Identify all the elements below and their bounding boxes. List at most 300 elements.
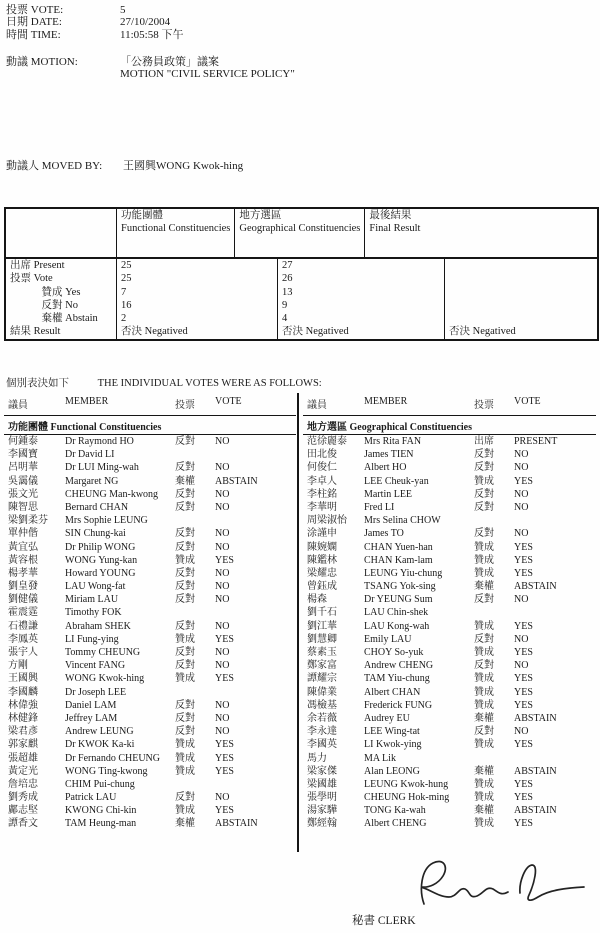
member-vote-en: YES (514, 699, 533, 711)
clerk-signature-line (352, 928, 536, 933)
member-vote-zh: 反對 (474, 528, 494, 540)
member-vote-zh: 贊成 (474, 673, 494, 685)
member-vote-zh: 贊成 (175, 673, 195, 685)
member-vote-en: YES (215, 805, 234, 817)
member-vote-zh: 反對 (175, 528, 195, 540)
member-vote-zh: 反對 (175, 647, 195, 658)
member-name-zh: 張文光 (8, 488, 38, 500)
member-vote-zh: 反對 (175, 541, 195, 553)
member-vote-en: YES (514, 792, 533, 804)
member-vote-row (4, 712, 296, 725)
member-vote-en: NO (215, 488, 230, 500)
member-vote-en: NO (215, 462, 230, 474)
motion-label: 動議 MOTION: (6, 56, 78, 68)
moved-by-block (6, 157, 243, 173)
member-vote-row (4, 541, 296, 554)
member-vote-en: YES (215, 673, 234, 685)
member-name-en: CHEUNG Man-kwong (65, 488, 159, 500)
geographical-votes-column (303, 394, 596, 831)
member-vote-zh: 棄權 (175, 475, 195, 487)
summary-row (6, 272, 597, 285)
member-vote-en: YES (215, 554, 234, 566)
member-name-zh: 劉皇發 (8, 581, 38, 593)
member-name-zh: 田北俊 (307, 449, 337, 461)
member-name-zh: 張宇人 (8, 647, 38, 658)
summary-body (6, 259, 597, 339)
member-vote-en (514, 752, 596, 765)
member-name-en: TAM Heung-man (65, 818, 137, 830)
member-vote-en: YES (215, 765, 234, 777)
motion-value (120, 56, 295, 81)
individual-votes-intro (6, 375, 322, 390)
member-vote-en: YES (514, 739, 533, 751)
member-name-en: Vincent FANG (65, 660, 126, 672)
member-name-zh: 涂謹申 (307, 528, 337, 540)
member-vote-row (303, 593, 596, 606)
member-vote-en: NO (514, 462, 529, 474)
member-vote-en: NO (215, 594, 230, 606)
header-vote-en: VOTE (215, 396, 242, 407)
member-vote-zh (474, 606, 514, 619)
member-vote-zh: 棄權 (474, 712, 494, 724)
summary-row-label: 結果 Result (10, 326, 61, 338)
member-vote-en: YES (514, 673, 533, 685)
member-name-zh: 李鳳英 (8, 633, 38, 645)
summary-gc-value: 9 (277, 299, 444, 312)
member-vote-zh (175, 514, 215, 527)
summary-header-cell (116, 209, 234, 257)
member-name-en: Albert CHENG (364, 818, 427, 830)
summary-row-label: 反對 No (10, 299, 78, 311)
member-name-zh: 鄺志堅 (8, 805, 38, 817)
member-name-zh: 陳鑑林 (307, 554, 337, 566)
summary-final-value (444, 312, 597, 325)
member-vote-zh: 贊成 (175, 752, 195, 764)
summary-header-zh: 地方選區 (239, 210, 282, 221)
member-vote-row (303, 646, 596, 659)
member-name-en: LI Fung-ying (65, 633, 119, 645)
member-vote-en: NO (215, 620, 230, 632)
functional-section-title: 功能團體 Functional Constituencies (4, 416, 296, 435)
member-name-en: Dr Joseph LEE (65, 686, 127, 698)
summary-row (6, 312, 597, 325)
member-vote-en: NO (215, 699, 230, 711)
member-vote-en: YES (514, 778, 533, 790)
summary-header-cell (234, 209, 364, 257)
member-name-en: Abraham SHEK (65, 620, 131, 632)
member-vote-zh: 反對 (474, 594, 494, 606)
member-vote-zh: 反對 (175, 567, 195, 579)
member-name-en: Fred LI (364, 501, 395, 513)
meta-label: 時間 TIME: (6, 28, 61, 41)
member-vote-row (4, 752, 296, 765)
member-vote-zh: 贊成 (474, 699, 494, 711)
functional-rows (4, 435, 296, 831)
member-name-en: Howard YOUNG (65, 567, 136, 579)
member-vote-row (303, 501, 596, 514)
member-vote-row (4, 461, 296, 474)
member-vote-row (4, 501, 296, 514)
header-vote-zh: 投票 (474, 400, 494, 411)
member-vote-row (4, 620, 296, 633)
member-vote-en: ABSTAIN (514, 805, 557, 817)
member-vote-zh: 反對 (175, 712, 195, 724)
member-vote-en: NO (514, 449, 529, 461)
member-vote-row (303, 778, 596, 791)
member-name-zh: 何鍾泰 (8, 436, 38, 447)
summary-fc-value: 25 (116, 272, 277, 285)
member-vote-zh: 贊成 (474, 567, 494, 579)
summary-final-value (444, 259, 597, 272)
member-vote-row (4, 738, 296, 751)
member-name-zh: 劉秀成 (8, 792, 38, 804)
member-vote-row (303, 633, 596, 646)
member-name-zh: 林偉強 (8, 699, 38, 711)
member-name-zh: 譚耀宗 (307, 673, 337, 685)
member-vote-en (215, 778, 296, 791)
member-name-en: LEUNG Yiu-chung (364, 567, 443, 579)
member-name-en: Martin LEE (364, 488, 413, 500)
member-vote-zh: 棄權 (474, 765, 494, 777)
moved-by-label: 動議人 MOVED BY: (6, 160, 103, 172)
member-vote-row (4, 593, 296, 606)
member-vote-row (303, 725, 596, 738)
member-vote-row (4, 725, 296, 738)
summary-fc-value: 2 (116, 312, 277, 325)
summary-header-cell (364, 209, 424, 257)
member-name-zh: 梁君彥 (8, 726, 38, 738)
summary-header-empty-cell (6, 209, 116, 257)
meta-value: 11:05:58 下午 (120, 28, 184, 41)
member-name-zh: 余若薇 (307, 712, 337, 724)
member-name-en: LEE Wing-tat (364, 726, 420, 738)
member-vote-zh: 反對 (175, 792, 195, 804)
member-vote-en (215, 686, 296, 699)
member-vote-zh: 贊成 (175, 739, 195, 751)
member-vote-zh: 贊成 (474, 739, 494, 751)
member-vote-zh: 贊成 (175, 765, 195, 777)
member-name-zh: 黃容根 (8, 554, 38, 566)
meta-label: 日期 DATE: (6, 16, 62, 29)
votes-column-header (303, 394, 596, 416)
member-vote-zh: 反對 (474, 633, 494, 645)
member-name-zh: 李華明 (307, 501, 337, 513)
header-member-zh: 議員 (8, 400, 28, 411)
member-vote-en: NO (514, 726, 529, 738)
member-name-en: CHOY So-yuk (364, 647, 424, 658)
member-name-en: TONG Ka-wah (364, 805, 426, 817)
member-name-en: WONG Kwok-hing (65, 673, 145, 685)
member-vote-row (4, 699, 296, 712)
summary-row (6, 286, 597, 299)
member-name-en: Mrs Sophie LEUNG (65, 515, 148, 527)
member-name-en: Dr Fernando CHEUNG (65, 752, 160, 764)
summary-gc-value: 13 (277, 286, 444, 299)
member-vote-zh: 贊成 (175, 805, 195, 817)
header-vote-zh: 投票 (175, 400, 195, 411)
member-vote-zh: 反對 (175, 581, 195, 593)
member-name-zh: 湯家驊 (307, 805, 337, 817)
member-name-en: TSANG Yok-sing (364, 581, 436, 593)
member-name-en: Audrey EU (364, 712, 410, 724)
member-vote-zh: 反對 (474, 726, 494, 738)
member-vote-en (514, 514, 596, 527)
member-vote-zh: 反對 (474, 449, 494, 461)
member-vote-en: YES (514, 567, 533, 579)
member-vote-zh: 反對 (175, 462, 195, 474)
member-name-en: Daniel LAM (65, 699, 117, 711)
member-vote-zh: 反對 (175, 594, 195, 606)
member-vote-en (514, 606, 596, 619)
member-name-en: Jeffrey LAM (65, 712, 118, 724)
meta-value: 5 (120, 4, 126, 16)
member-vote-row (4, 672, 296, 685)
member-vote-zh: 反對 (175, 488, 195, 500)
member-vote-row (4, 475, 296, 488)
meta-row (6, 4, 183, 16)
member-vote-en: NO (215, 660, 230, 672)
member-vote-zh: 贊成 (474, 475, 494, 487)
member-vote-en: NO (215, 726, 230, 738)
member-name-zh: 譚香文 (8, 818, 38, 830)
member-name-zh: 黃定光 (8, 765, 38, 777)
member-vote-zh: 反對 (474, 462, 494, 474)
summary-fc-value: 25 (116, 259, 277, 272)
member-vote-zh (175, 686, 215, 699)
member-name-zh: 李永達 (307, 726, 337, 738)
member-name-en: LI Kwok-ying (364, 739, 422, 751)
member-name-en: CHAN Yuen-han (364, 541, 433, 553)
member-vote-en: YES (215, 633, 234, 645)
member-name-zh: 石禮謙 (8, 620, 38, 632)
motion-title-en: MOTION "CIVIL SERVICE POLICY" (120, 68, 295, 81)
member-vote-zh: 反對 (175, 699, 195, 711)
member-vote-en: NO (215, 501, 230, 513)
member-vote-row (303, 554, 596, 567)
member-name-en: Bernard CHAN (65, 501, 129, 513)
summary-header-zh: 最後結果 (369, 210, 412, 221)
member-vote-en: YES (514, 475, 533, 487)
member-name-zh: 劉健儀 (8, 594, 38, 606)
member-name-en: Andrew LEUNG (65, 726, 134, 738)
member-vote-row (303, 435, 596, 448)
vote-summary-table (4, 207, 599, 341)
member-name-zh: 楊孝華 (8, 567, 38, 579)
member-name-zh: 詹培忠 (8, 778, 38, 790)
member-vote-row (303, 686, 596, 699)
member-vote-en: NO (514, 633, 529, 645)
member-name-zh: 黃宜弘 (8, 541, 38, 553)
member-name-en: LEUNG Kwok-hung (364, 778, 449, 790)
member-name-en: SIN Chung-kai (65, 528, 126, 540)
member-name-zh: 馮檢基 (307, 699, 337, 711)
summary-row-label: 投票 Vote (10, 273, 53, 285)
member-vote-zh: 贊成 (474, 686, 494, 698)
member-vote-en: NO (215, 792, 230, 804)
member-name-en: WONG Ting-kwong (65, 765, 148, 777)
member-vote-zh: 棄權 (474, 581, 494, 593)
summary-row (6, 299, 597, 312)
member-vote-en: NO (215, 581, 230, 593)
member-vote-en (215, 448, 296, 461)
member-vote-row (303, 514, 596, 527)
member-vote-en: NO (514, 594, 529, 606)
member-vote-en: YES (514, 541, 533, 553)
member-name-zh: 何俊仁 (307, 462, 337, 474)
summary-gc-value: 27 (277, 259, 444, 272)
member-vote-en: YES (514, 647, 533, 658)
geographical-section-title: 地方選區 Geographical Constituencies (303, 416, 596, 435)
member-name-zh: 楊森 (307, 594, 327, 606)
member-name-zh: 張超雄 (8, 752, 38, 764)
member-name-zh: 范徐麗泰 (307, 436, 347, 447)
member-vote-zh: 贊成 (175, 554, 195, 566)
member-name-en: Alan LEONG (364, 765, 420, 777)
member-name-en: Mrs Rita FAN (364, 436, 422, 447)
member-vote-row (303, 541, 596, 554)
member-name-en: LAU Wong-fat (65, 581, 126, 593)
member-vote-en: NO (514, 660, 529, 672)
member-vote-row (4, 765, 296, 778)
member-vote-row (303, 527, 596, 540)
member-vote-zh: 反對 (474, 501, 494, 513)
motion-block (6, 56, 295, 81)
member-vote-row (303, 567, 596, 580)
member-name-en: KWONG Chi-kin (65, 805, 137, 817)
member-vote-en: NO (215, 436, 230, 447)
member-vote-en: ABSTAIN (514, 581, 557, 593)
member-vote-row (303, 752, 596, 765)
meta-block (6, 4, 183, 41)
member-vote-en: YES (215, 752, 234, 764)
member-name-zh: 陳智思 (8, 501, 38, 513)
summary-gc-value: 26 (277, 272, 444, 285)
summary-row-label: 贊成 Yes (10, 286, 81, 298)
member-name-en: LAU Chin-shek (364, 607, 429, 619)
member-name-en: CHEUNG Hok-ming (364, 792, 450, 804)
summary-gc-value: 否決 Negatived (277, 325, 444, 338)
member-vote-row (303, 620, 596, 633)
member-name-en: Mrs Selina CHOW (364, 515, 441, 527)
member-name-en: Tommy CHEUNG (65, 647, 141, 658)
summary-final-value (444, 286, 597, 299)
summary-final-value (444, 299, 597, 312)
member-vote-row (303, 791, 596, 804)
member-name-en: James TIEN (364, 449, 414, 461)
member-vote-zh: 反對 (474, 660, 494, 672)
member-vote-zh: 贊成 (474, 778, 494, 790)
summary-header-en: Final Result (369, 222, 421, 234)
member-name-en: Margaret NG (65, 475, 119, 487)
column-divider (297, 393, 299, 852)
member-vote-zh (175, 778, 215, 791)
member-vote-row (303, 804, 596, 817)
member-vote-row (4, 791, 296, 804)
member-vote-en: ABSTAIN (215, 818, 258, 830)
member-vote-row (4, 659, 296, 672)
member-name-zh: 鄭經翰 (307, 818, 337, 830)
member-vote-zh: 贊成 (175, 633, 195, 645)
header-vote-en: VOTE (514, 396, 541, 407)
member-vote-en: ABSTAIN (215, 475, 258, 487)
member-vote-zh: 贊成 (474, 541, 494, 553)
member-vote-zh: 贊成 (474, 554, 494, 566)
member-vote-row (4, 646, 296, 659)
member-name-zh: 鄭家富 (307, 660, 337, 672)
member-vote-zh (175, 606, 215, 619)
member-vote-en: PRESENT (514, 436, 558, 447)
member-name-en: Albert HO (364, 462, 407, 474)
meta-value: 27/10/2004 (120, 16, 171, 29)
member-vote-row (4, 567, 296, 580)
member-vote-en: ABSTAIN (514, 765, 557, 777)
header-member-zh: 議員 (307, 400, 327, 411)
summary-row-label: 棄權 Abstain (10, 313, 98, 325)
clerk-signature-block (352, 912, 600, 933)
header-member-en: MEMBER (65, 396, 109, 407)
member-vote-zh: 贊成 (474, 620, 494, 632)
member-vote-row (4, 554, 296, 567)
header-member-en: MEMBER (364, 396, 408, 407)
member-name-zh: 張學明 (307, 792, 337, 804)
member-name-en: Miriam LAU (65, 594, 119, 606)
member-name-zh: 劉千石 (307, 607, 337, 619)
member-vote-en: NO (215, 528, 230, 540)
summary-header-en: Functional Constituencies (121, 222, 231, 234)
member-name-zh: 李國寶 (8, 449, 38, 461)
member-name-zh: 曾鈺成 (307, 581, 337, 593)
member-name-en: LAU Kong-wah (364, 620, 430, 632)
member-name-en: Timothy FOK (65, 607, 122, 619)
member-name-en: Dr YEUNG Sum (364, 594, 433, 606)
summary-row (6, 259, 597, 272)
member-vote-en: YES (514, 686, 533, 698)
member-vote-row (303, 580, 596, 593)
member-vote-en: NO (514, 501, 529, 513)
member-vote-en: YES (514, 620, 533, 632)
member-vote-en: NO (215, 647, 230, 658)
member-vote-row (4, 527, 296, 540)
summary-header-zh: 功能團體 (121, 210, 163, 221)
member-vote-en: NO (215, 712, 230, 724)
individual-votes-intro-en: THE INDIVIDUAL VOTES WERE AS FOLLOWS: (97, 378, 322, 389)
summary-gc-value: 4 (277, 312, 444, 325)
member-name-zh: 劉江華 (307, 620, 337, 632)
member-vote-zh: 反對 (474, 488, 494, 500)
member-vote-row (4, 606, 296, 619)
member-vote-row (303, 672, 596, 685)
member-name-zh: 呂明華 (8, 462, 38, 474)
geographical-rows (303, 435, 596, 831)
summary-header-en: Geographical Constituencies (239, 222, 361, 234)
member-vote-row (4, 804, 296, 817)
member-vote-row (303, 817, 596, 830)
member-vote-row (303, 461, 596, 474)
member-name-en: Dr Raymond HO (65, 436, 134, 447)
votes-column-header (4, 394, 296, 416)
member-name-en: LEE Cheuk-yan (364, 475, 429, 487)
member-vote-row (4, 514, 296, 527)
member-name-zh: 梁家傑 (307, 765, 337, 777)
member-name-en: James TO (364, 528, 404, 540)
member-name-en: Albert CHAN (364, 686, 421, 698)
member-name-en: CHIM Pui-chung (65, 778, 135, 790)
member-vote-row (4, 686, 296, 699)
summary-fc-value: 16 (116, 299, 277, 312)
member-vote-row (4, 778, 296, 791)
member-vote-row (303, 738, 596, 751)
member-name-zh: 王國興 (8, 673, 38, 685)
